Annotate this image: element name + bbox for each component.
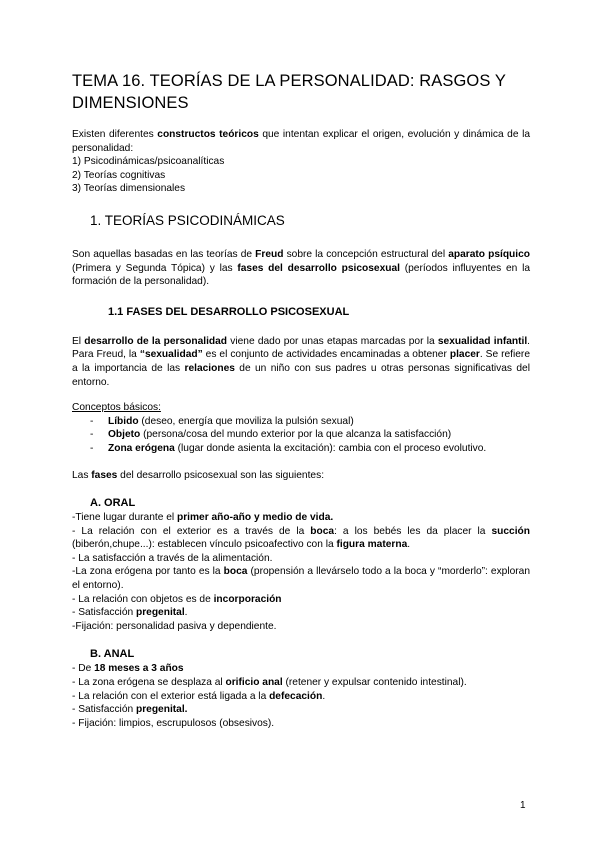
bold-text: primer año-año y medio de vida. — [176, 512, 334, 524]
bold-text: boca — [310, 525, 335, 537]
text: - Satisfacción — [72, 607, 136, 619]
section1-paragraph — [72, 248, 530, 289]
concepts-label: Conceptos básicos: — [72, 402, 161, 414]
phases-intro — [72, 469, 530, 483]
text: del desarrollo psicosexual son las siguientes: — [117, 469, 325, 481]
text: (propensión a llevárselo todo a la boca y “morderlo”: exploran el entorno). — [72, 566, 531, 592]
text: (Primera y Segunda Tópica) y las — [72, 262, 238, 274]
list-item — [90, 428, 530, 442]
text: : a los bebés les da placer la — [334, 525, 492, 537]
bold-text: constructos teóricos — [157, 129, 259, 140]
bold-text: desarrollo de la personalidad — [84, 335, 228, 347]
bold-text: Objeto — [108, 429, 141, 441]
bold-text: orificio anal — [225, 677, 283, 689]
text: de un niño con sus padres u otras personas significativas del entorno. — [72, 362, 530, 388]
anal-line — [72, 703, 530, 717]
concepts-list — [72, 415, 530, 456]
bold-text: boca — [223, 566, 248, 578]
subsection-heading: 1.1 FASES DEL DESARROLLO PSICOSEXUAL — [108, 305, 350, 318]
text: . Se refiere a la importancia de las — [72, 349, 530, 374]
phase-heading-oral: A. ORAL — [90, 497, 136, 510]
text: -Tiene lugar durante el — [72, 512, 177, 524]
text: Las — [72, 469, 92, 481]
text: . — [322, 690, 326, 702]
list-item: 1) Psicodinámicas/psicoanalíticas — [72, 156, 225, 168]
list-item — [90, 415, 530, 429]
text: (persona/cosa del mundo exterior por la que alcanza la satisfacción) — [140, 429, 452, 441]
text: (períodos influyentes en la formación de la personalidad). — [72, 262, 530, 288]
list-item: 2) Teorías cognitivas — [72, 169, 166, 181]
list-item — [90, 442, 530, 456]
bold-text: Zona erógena — [108, 442, 175, 454]
text: - La relación con el exterior está ligada a la — [72, 690, 270, 702]
oral-line — [72, 593, 530, 607]
anal-line — [72, 662, 530, 676]
text: es el conjunto de actividades encaminadas a obtener — [202, 349, 450, 361]
anal-line: - Fijación: limpios, escrupulosos (obsesivos). — [72, 717, 275, 729]
section-heading: 1. TEORÍAS PSICODINÁMICAS — [90, 212, 285, 228]
text: - La zona erógena se desplaza al — [72, 677, 226, 689]
bold-text: pregenital — [135, 607, 185, 619]
text: El — [72, 335, 85, 347]
anal-line — [72, 676, 530, 690]
oral-line: - La satisfacción a través de la alimentación. — [72, 552, 273, 564]
text: (biberón,chupe...): establecen vínculo psicoafectivo con la — [72, 539, 337, 551]
bold-text: aparato psíquico — [448, 248, 530, 260]
text: . — [407, 539, 411, 551]
intro-paragraph — [72, 128, 530, 155]
text: . — [184, 607, 188, 619]
bold-text: succión — [491, 525, 530, 537]
bold-text: Líbido — [108, 415, 139, 427]
bold-text: incorporación — [213, 593, 282, 605]
page-number: 1 — [520, 800, 526, 811]
bold-text: 18 meses a 3 años — [94, 663, 184, 675]
page-title: TEMA 16. TEORÍAS DE LA PERSONALIDAD: RASGOS Y DIMENSIONES — [72, 72, 506, 112]
text: - De — [72, 663, 95, 675]
section11-paragraph — [72, 335, 530, 389]
bold-text: figura materna — [336, 539, 408, 551]
oral-line: -Fijación: personalidad pasiva y dependiente. — [72, 620, 277, 632]
text: Son aquellas basadas en las teorías de — [72, 248, 256, 260]
text: Existen diferentes — [72, 129, 158, 140]
bold-text: sexualidad infantil — [437, 335, 528, 347]
text: (retener y expulsar contenido intestinal). — [282, 677, 467, 689]
bold-text: “sexualidad” — [139, 349, 203, 361]
document-page — [72, 70, 530, 730]
bold-text: placer — [449, 349, 480, 361]
text: (deseo, energía que moviliza la pulsión sexual) — [138, 415, 354, 427]
text: - Satisfacción — [72, 704, 136, 716]
text: - La relación con el exterior es a través de la — [72, 525, 311, 537]
bold-text: relaciones — [184, 362, 235, 374]
bold-text: Freud — [255, 248, 284, 260]
oral-line — [72, 511, 530, 525]
anal-line — [72, 690, 530, 704]
bold-text: fases del desarrollo psicosexual — [237, 262, 400, 274]
oral-line — [72, 525, 530, 552]
text: (lugar donde asienta la excitación): cambia con el proceso evolutivo. — [174, 442, 487, 454]
text: que intentan explicar el origen, evolución y dinámica de la personalidad: — [72, 129, 530, 154]
bold-text: fases — [91, 469, 118, 481]
list-item: 3) Teorías dimensionales — [72, 183, 186, 195]
text: . Para Freud, la — [72, 335, 530, 361]
bold-text: pregenital. — [135, 704, 188, 716]
text: -La zona erógena por tanto es la — [72, 566, 224, 578]
phase-heading-anal: B. ANAL — [90, 648, 135, 661]
text: sobre la concepción estructural del — [283, 248, 449, 260]
text: - La relación con objetos es de — [72, 593, 214, 605]
oral-line — [72, 565, 530, 592]
text: viene dado por unas etapas marcadas por la — [227, 335, 438, 347]
oral-line — [72, 606, 530, 620]
bold-text: defecación — [269, 690, 323, 702]
